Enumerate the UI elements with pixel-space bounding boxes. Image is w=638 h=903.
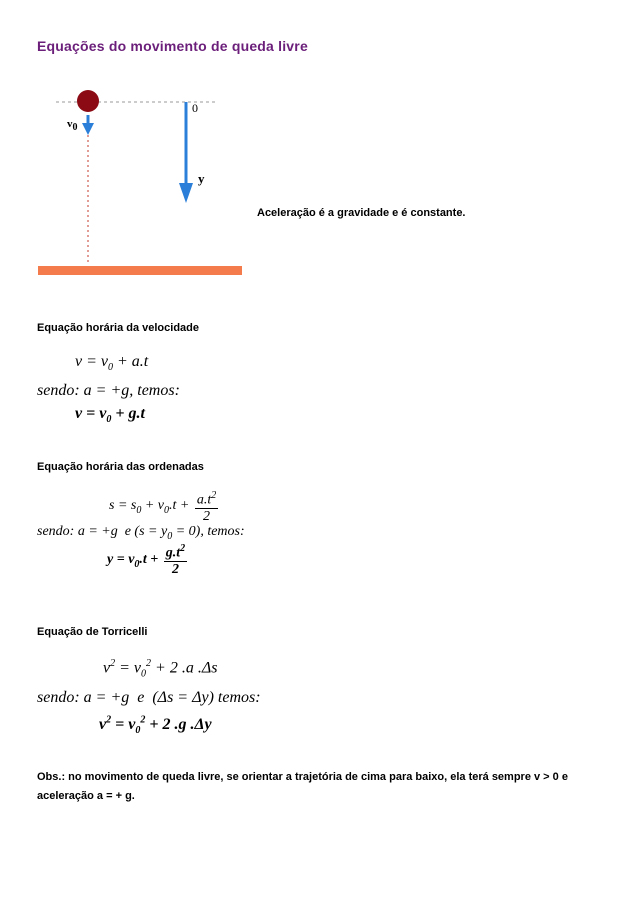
ordinates-eq-final: $y = v_0.t$ + $\frac{g.t^2}{2}$ [107, 543, 186, 578]
free-fall-diagram [36, 85, 251, 280]
torricelli-equations [37, 652, 357, 742]
section-ordinates-label: Equação horária das ordenadas [37, 461, 204, 473]
acceleration-note: Aceleração é a gravidade e é constante. [257, 207, 466, 219]
velocity-equations [37, 350, 337, 431]
v0-arrow-head [82, 123, 94, 135]
origin-label: 0 [192, 101, 198, 115]
velocity-eq-condition: sendo: a = +g, temos: [37, 382, 180, 400]
torricelli-eq-final: $v^2 = v_0^2 + 2$ .g .Δy [99, 714, 212, 737]
y-axis-arrow-head [179, 183, 193, 203]
section-torricelli-label: Equação de Torricelli [37, 626, 148, 638]
ground [38, 266, 242, 275]
torricelli-eq-general: $v^2 = v_0^2 + 2$ .a .Δs [103, 658, 218, 680]
v0-label: $v_0$ [67, 118, 78, 134]
y-axis-label: y [198, 171, 205, 186]
section-velocity-label: Equação horária da velocidade [37, 322, 200, 334]
observation-note: Obs.: no movimento de queda livre, se orientar a trajetória de cima para baixo, ela terá sempre v > 0 e aceleração a = + g. [37, 771, 568, 802]
velocity-eq-final: $v = v_0 + g.t$ [75, 405, 145, 426]
ordinates-eq-general: $s = s_0 + v_0.t$ + $\frac{a.t^2}{2}$ [109, 490, 217, 524]
diagram-svg [36, 85, 251, 280]
torricelli-eq-condition: sendo: a = +g e (Δs = Δy) temos: [37, 688, 261, 706]
velocity-eq-general: $v = v_0 + a.t$ [75, 353, 149, 374]
ball [77, 90, 99, 112]
page-title: Equações do movimento de queda livre [37, 38, 308, 54]
ordinates-eq-condition: sendo: a = +g e $(s = y_0 = 0)$, temos: [37, 523, 245, 542]
ordinates-equations [37, 488, 357, 577]
